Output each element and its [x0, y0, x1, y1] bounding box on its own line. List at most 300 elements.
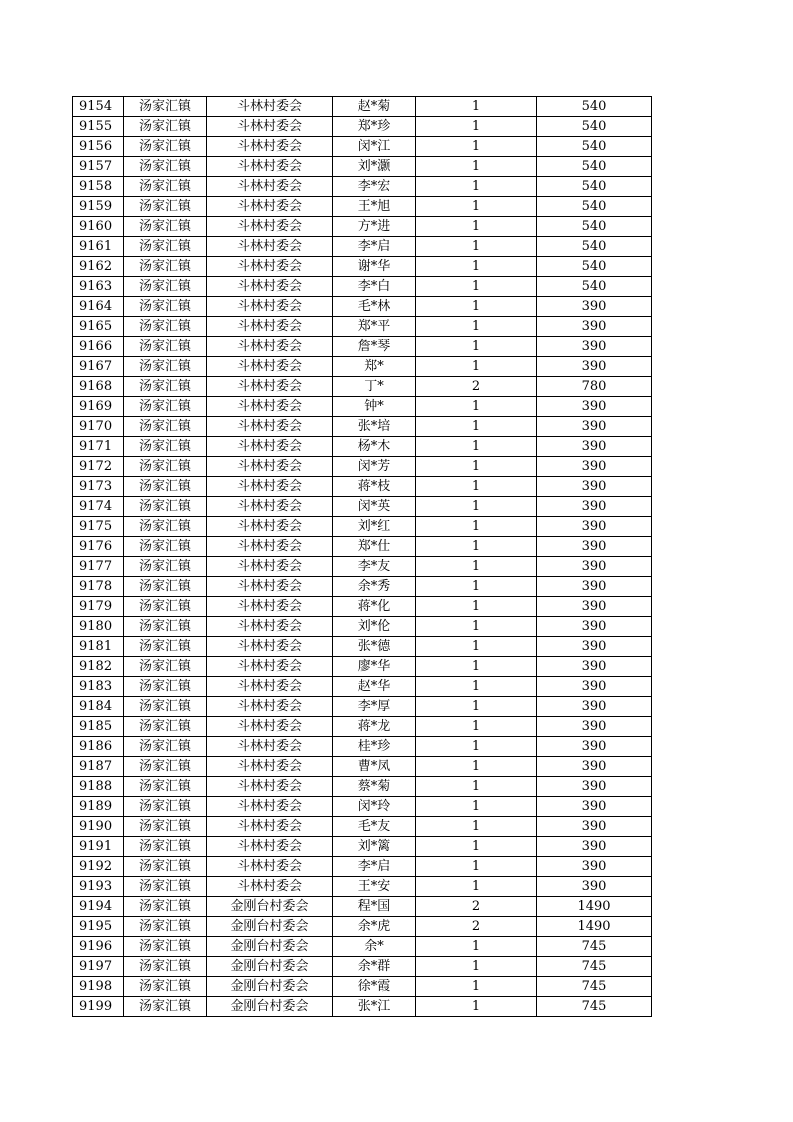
name-cell: 李*宏: [333, 177, 416, 197]
village-cell: 斗林村委会: [207, 337, 333, 357]
name-cell: 程*国: [333, 897, 416, 917]
town-cell: 汤家汇镇: [124, 137, 207, 157]
table-row: [73, 117, 652, 137]
count-cell: 1: [416, 557, 537, 577]
table-row: [73, 677, 652, 697]
count-cell: 2: [416, 917, 537, 937]
count-cell: 1: [416, 97, 537, 117]
count-cell: 1: [416, 657, 537, 677]
row-number: 9196: [73, 937, 124, 957]
row-number: 9157: [73, 157, 124, 177]
table-row: [73, 137, 652, 157]
village-cell: 斗林村委会: [207, 217, 333, 237]
village-cell: 斗林村委会: [207, 657, 333, 677]
village-cell: 斗林村委会: [207, 257, 333, 277]
row-number: 9174: [73, 497, 124, 517]
row-number: 9173: [73, 477, 124, 497]
row-number: 9194: [73, 897, 124, 917]
amount-cell: 390: [537, 817, 652, 837]
amount-cell: 745: [537, 937, 652, 957]
row-number: 9192: [73, 857, 124, 877]
row-number: 9163: [73, 277, 124, 297]
village-cell: 斗林村委会: [207, 797, 333, 817]
town-cell: 汤家汇镇: [124, 977, 207, 997]
town-cell: 汤家汇镇: [124, 277, 207, 297]
village-cell: 金刚台村委会: [207, 897, 333, 917]
row-number: 9187: [73, 757, 124, 777]
count-cell: 1: [416, 317, 537, 337]
town-cell: 汤家汇镇: [124, 397, 207, 417]
table-row: [73, 237, 652, 257]
town-cell: 汤家汇镇: [124, 637, 207, 657]
name-cell: 李*白: [333, 277, 416, 297]
name-cell: 谢*华: [333, 257, 416, 277]
count-cell: 1: [416, 717, 537, 737]
amount-cell: 540: [537, 217, 652, 237]
table-row: [73, 377, 652, 397]
village-cell: 金刚台村委会: [207, 977, 333, 997]
count-cell: 1: [416, 797, 537, 817]
town-cell: 汤家汇镇: [124, 717, 207, 737]
row-number: 9169: [73, 397, 124, 417]
count-cell: 1: [416, 357, 537, 377]
town-cell: 汤家汇镇: [124, 877, 207, 897]
count-cell: 1: [416, 997, 537, 1017]
allocation-table: [72, 96, 652, 1017]
count-cell: 1: [416, 297, 537, 317]
village-cell: 斗林村委会: [207, 817, 333, 837]
count-cell: 1: [416, 637, 537, 657]
town-cell: 汤家汇镇: [124, 817, 207, 837]
town-cell: 汤家汇镇: [124, 677, 207, 697]
row-number: 9158: [73, 177, 124, 197]
row-number: 9159: [73, 197, 124, 217]
village-cell: 斗林村委会: [207, 397, 333, 417]
amount-cell: 390: [537, 497, 652, 517]
row-number: 9170: [73, 417, 124, 437]
count-cell: 1: [416, 497, 537, 517]
table-row: [73, 177, 652, 197]
town-cell: 汤家汇镇: [124, 537, 207, 557]
row-number: 9197: [73, 957, 124, 977]
table-row: [73, 957, 652, 977]
town-cell: 汤家汇镇: [124, 337, 207, 357]
amount-cell: 390: [537, 517, 652, 537]
name-cell: 曹*凤: [333, 757, 416, 777]
table-row: [73, 517, 652, 537]
name-cell: 闵*玲: [333, 797, 416, 817]
count-cell: 1: [416, 957, 537, 977]
name-cell: 刘*篱: [333, 837, 416, 857]
town-cell: 汤家汇镇: [124, 617, 207, 637]
amount-cell: 390: [537, 797, 652, 817]
village-cell: 斗林村委会: [207, 517, 333, 537]
village-cell: 斗林村委会: [207, 717, 333, 737]
row-number: 9178: [73, 577, 124, 597]
table-row: [73, 737, 652, 757]
town-cell: 汤家汇镇: [124, 757, 207, 777]
amount-cell: 390: [537, 717, 652, 737]
name-cell: 李*启: [333, 857, 416, 877]
name-cell: 赵*菊: [333, 97, 416, 117]
row-number: 9179: [73, 597, 124, 617]
count-cell: 1: [416, 677, 537, 697]
amount-cell: 390: [537, 777, 652, 797]
name-cell: 刘*红: [333, 517, 416, 537]
village-cell: 斗林村委会: [207, 737, 333, 757]
town-cell: 汤家汇镇: [124, 997, 207, 1017]
amount-cell: 390: [537, 437, 652, 457]
amount-cell: 540: [537, 97, 652, 117]
table-row: [73, 937, 652, 957]
count-cell: 2: [416, 897, 537, 917]
town-cell: 汤家汇镇: [124, 177, 207, 197]
name-cell: 蒋*枝: [333, 477, 416, 497]
row-number: 9175: [73, 517, 124, 537]
count-cell: 1: [416, 877, 537, 897]
town-cell: 汤家汇镇: [124, 377, 207, 397]
row-number: 9191: [73, 837, 124, 857]
village-cell: 斗林村委会: [207, 157, 333, 177]
row-number: 9156: [73, 137, 124, 157]
town-cell: 汤家汇镇: [124, 317, 207, 337]
count-cell: 1: [416, 537, 537, 557]
village-cell: 金刚台村委会: [207, 917, 333, 937]
table-row: [73, 757, 652, 777]
name-cell: 蒋*化: [333, 597, 416, 617]
village-cell: 金刚台村委会: [207, 937, 333, 957]
row-number: 9198: [73, 977, 124, 997]
count-cell: 1: [416, 217, 537, 237]
village-cell: 斗林村委会: [207, 757, 333, 777]
village-cell: 斗林村委会: [207, 137, 333, 157]
town-cell: 汤家汇镇: [124, 957, 207, 977]
count-cell: 1: [416, 777, 537, 797]
town-cell: 汤家汇镇: [124, 557, 207, 577]
village-cell: 斗林村委会: [207, 277, 333, 297]
amount-cell: 390: [537, 457, 652, 477]
row-number: 9195: [73, 917, 124, 937]
table-row: [73, 877, 652, 897]
name-cell: 张*培: [333, 417, 416, 437]
table-row: [73, 637, 652, 657]
town-cell: 汤家汇镇: [124, 297, 207, 317]
village-cell: 斗林村委会: [207, 477, 333, 497]
town-cell: 汤家汇镇: [124, 117, 207, 137]
table-row: [73, 217, 652, 237]
name-cell: 郑*珍: [333, 117, 416, 137]
table-row: [73, 197, 652, 217]
count-cell: 1: [416, 477, 537, 497]
table-row: [73, 257, 652, 277]
name-cell: 刘*伦: [333, 617, 416, 637]
count-cell: 2: [416, 377, 537, 397]
village-cell: 斗林村委会: [207, 377, 333, 397]
name-cell: 闵*英: [333, 497, 416, 517]
village-cell: 斗林村委会: [207, 237, 333, 257]
amount-cell: 540: [537, 277, 652, 297]
town-cell: 汤家汇镇: [124, 697, 207, 717]
row-number: 9180: [73, 617, 124, 637]
table-row: [73, 997, 652, 1017]
town-cell: 汤家汇镇: [124, 937, 207, 957]
amount-cell: 390: [537, 317, 652, 337]
village-cell: 斗林村委会: [207, 537, 333, 557]
name-cell: 闵*江: [333, 137, 416, 157]
row-number: 9172: [73, 457, 124, 477]
name-cell: 郑*仕: [333, 537, 416, 557]
village-cell: 斗林村委会: [207, 597, 333, 617]
row-number: 9183: [73, 677, 124, 697]
count-cell: 1: [416, 197, 537, 217]
amount-cell: 1490: [537, 917, 652, 937]
town-cell: 汤家汇镇: [124, 917, 207, 937]
table-row: [73, 857, 652, 877]
count-cell: 1: [416, 697, 537, 717]
amount-cell: 390: [537, 477, 652, 497]
town-cell: 汤家汇镇: [124, 797, 207, 817]
name-cell: 余*秀: [333, 577, 416, 597]
name-cell: 杨*木: [333, 437, 416, 457]
village-cell: 斗林村委会: [207, 177, 333, 197]
row-number: 9162: [73, 257, 124, 277]
row-number: 9167: [73, 357, 124, 377]
amount-cell: 390: [537, 837, 652, 857]
amount-cell: 540: [537, 117, 652, 137]
name-cell: 闵*芳: [333, 457, 416, 477]
table-row: [73, 97, 652, 117]
amount-cell: 780: [537, 377, 652, 397]
name-cell: 余*群: [333, 957, 416, 977]
table-row: [73, 837, 652, 857]
village-cell: 斗林村委会: [207, 677, 333, 697]
amount-cell: 540: [537, 157, 652, 177]
amount-cell: 390: [537, 557, 652, 577]
town-cell: 汤家汇镇: [124, 457, 207, 477]
amount-cell: 745: [537, 977, 652, 997]
name-cell: 张*江: [333, 997, 416, 1017]
count-cell: 1: [416, 277, 537, 297]
table-row: [73, 977, 652, 997]
table-row: [73, 797, 652, 817]
town-cell: 汤家汇镇: [124, 777, 207, 797]
town-cell: 汤家汇镇: [124, 897, 207, 917]
amount-cell: 390: [537, 617, 652, 637]
amount-cell: 540: [537, 257, 652, 277]
table-row: [73, 497, 652, 517]
count-cell: 1: [416, 157, 537, 177]
table-row: [73, 317, 652, 337]
count-cell: 1: [416, 237, 537, 257]
name-cell: 毛*林: [333, 297, 416, 317]
table-row: [73, 657, 652, 677]
table-row: [73, 597, 652, 617]
table-row: [73, 817, 652, 837]
village-cell: 斗林村委会: [207, 617, 333, 637]
row-number: 9190: [73, 817, 124, 837]
amount-cell: 390: [537, 357, 652, 377]
amount-cell: 390: [537, 857, 652, 877]
amount-cell: 390: [537, 337, 652, 357]
amount-cell: 540: [537, 237, 652, 257]
amount-cell: 540: [537, 177, 652, 197]
village-cell: 金刚台村委会: [207, 997, 333, 1017]
row-number: 9188: [73, 777, 124, 797]
amount-cell: 390: [537, 577, 652, 597]
amount-cell: 745: [537, 997, 652, 1017]
name-cell: 毛*友: [333, 817, 416, 837]
count-cell: 1: [416, 977, 537, 997]
count-cell: 1: [416, 137, 537, 157]
name-cell: 蔡*菊: [333, 777, 416, 797]
name-cell: 李*厚: [333, 697, 416, 717]
village-cell: 斗林村委会: [207, 457, 333, 477]
village-cell: 斗林村委会: [207, 197, 333, 217]
table-body: [73, 97, 652, 1017]
town-cell: 汤家汇镇: [124, 197, 207, 217]
row-number: 9184: [73, 697, 124, 717]
amount-cell: 390: [537, 637, 652, 657]
count-cell: 1: [416, 837, 537, 857]
village-cell: 斗林村委会: [207, 857, 333, 877]
count-cell: 1: [416, 117, 537, 137]
table-row: [73, 457, 652, 477]
town-cell: 汤家汇镇: [124, 837, 207, 857]
village-cell: 斗林村委会: [207, 417, 333, 437]
row-number: 9177: [73, 557, 124, 577]
count-cell: 1: [416, 817, 537, 837]
table-row: [73, 537, 652, 557]
count-cell: 1: [416, 397, 537, 417]
village-cell: 斗林村委会: [207, 317, 333, 337]
town-cell: 汤家汇镇: [124, 357, 207, 377]
village-cell: 斗林村委会: [207, 97, 333, 117]
village-cell: 金刚台村委会: [207, 957, 333, 977]
count-cell: 1: [416, 517, 537, 537]
row-number: 9164: [73, 297, 124, 317]
name-cell: 丁*: [333, 377, 416, 397]
amount-cell: 745: [537, 957, 652, 977]
town-cell: 汤家汇镇: [124, 597, 207, 617]
name-cell: 王*旭: [333, 197, 416, 217]
town-cell: 汤家汇镇: [124, 477, 207, 497]
count-cell: 1: [416, 577, 537, 597]
amount-cell: 1490: [537, 897, 652, 917]
name-cell: 赵*华: [333, 677, 416, 697]
table-row: [73, 337, 652, 357]
row-number: 9171: [73, 437, 124, 457]
name-cell: 徐*霞: [333, 977, 416, 997]
count-cell: 1: [416, 457, 537, 477]
town-cell: 汤家汇镇: [124, 517, 207, 537]
name-cell: 李*启: [333, 237, 416, 257]
village-cell: 斗林村委会: [207, 357, 333, 377]
village-cell: 斗林村委会: [207, 557, 333, 577]
village-cell: 斗林村委会: [207, 837, 333, 857]
count-cell: 1: [416, 337, 537, 357]
row-number: 9165: [73, 317, 124, 337]
table-row: [73, 357, 652, 377]
row-number: 9185: [73, 717, 124, 737]
town-cell: 汤家汇镇: [124, 417, 207, 437]
name-cell: 张*德: [333, 637, 416, 657]
row-number: 9193: [73, 877, 124, 897]
name-cell: 方*进: [333, 217, 416, 237]
town-cell: 汤家汇镇: [124, 497, 207, 517]
village-cell: 斗林村委会: [207, 117, 333, 137]
amount-cell: 390: [537, 537, 652, 557]
name-cell: 李*友: [333, 557, 416, 577]
town-cell: 汤家汇镇: [124, 737, 207, 757]
row-number: 9161: [73, 237, 124, 257]
town-cell: 汤家汇镇: [124, 437, 207, 457]
row-number: 9168: [73, 377, 124, 397]
name-cell: 郑*: [333, 357, 416, 377]
table-row: [73, 897, 652, 917]
village-cell: 斗林村委会: [207, 777, 333, 797]
count-cell: 1: [416, 757, 537, 777]
name-cell: 刘*灏: [333, 157, 416, 177]
village-cell: 斗林村委会: [207, 437, 333, 457]
count-cell: 1: [416, 177, 537, 197]
name-cell: 桂*珍: [333, 737, 416, 757]
count-cell: 1: [416, 937, 537, 957]
row-number: 9155: [73, 117, 124, 137]
village-cell: 斗林村委会: [207, 637, 333, 657]
amount-cell: 390: [537, 297, 652, 317]
count-cell: 1: [416, 617, 537, 637]
table-row: [73, 477, 652, 497]
count-cell: 1: [416, 597, 537, 617]
table-row: [73, 417, 652, 437]
name-cell: 詹*琴: [333, 337, 416, 357]
row-number: 9181: [73, 637, 124, 657]
name-cell: 钟*: [333, 397, 416, 417]
name-cell: 余*虎: [333, 917, 416, 937]
name-cell: 余*: [333, 937, 416, 957]
town-cell: 汤家汇镇: [124, 857, 207, 877]
table-row: [73, 717, 652, 737]
name-cell: 郑*平: [333, 317, 416, 337]
count-cell: 1: [416, 437, 537, 457]
village-cell: 斗林村委会: [207, 697, 333, 717]
table-row: [73, 297, 652, 317]
town-cell: 汤家汇镇: [124, 157, 207, 177]
town-cell: 汤家汇镇: [124, 97, 207, 117]
count-cell: 1: [416, 857, 537, 877]
town-cell: 汤家汇镇: [124, 257, 207, 277]
name-cell: 王*安: [333, 877, 416, 897]
village-cell: 斗林村委会: [207, 877, 333, 897]
row-number: 9160: [73, 217, 124, 237]
table-row: [73, 577, 652, 597]
table-row: [73, 277, 652, 297]
amount-cell: 390: [537, 677, 652, 697]
amount-cell: 540: [537, 197, 652, 217]
table-row: [73, 437, 652, 457]
amount-cell: 540: [537, 137, 652, 157]
row-number: 9154: [73, 97, 124, 117]
row-number: 9189: [73, 797, 124, 817]
row-number: 9176: [73, 537, 124, 557]
village-cell: 斗林村委会: [207, 497, 333, 517]
table-row: [73, 557, 652, 577]
amount-cell: 390: [537, 597, 652, 617]
amount-cell: 390: [537, 657, 652, 677]
village-cell: 斗林村委会: [207, 577, 333, 597]
town-cell: 汤家汇镇: [124, 237, 207, 257]
table-row: [73, 777, 652, 797]
